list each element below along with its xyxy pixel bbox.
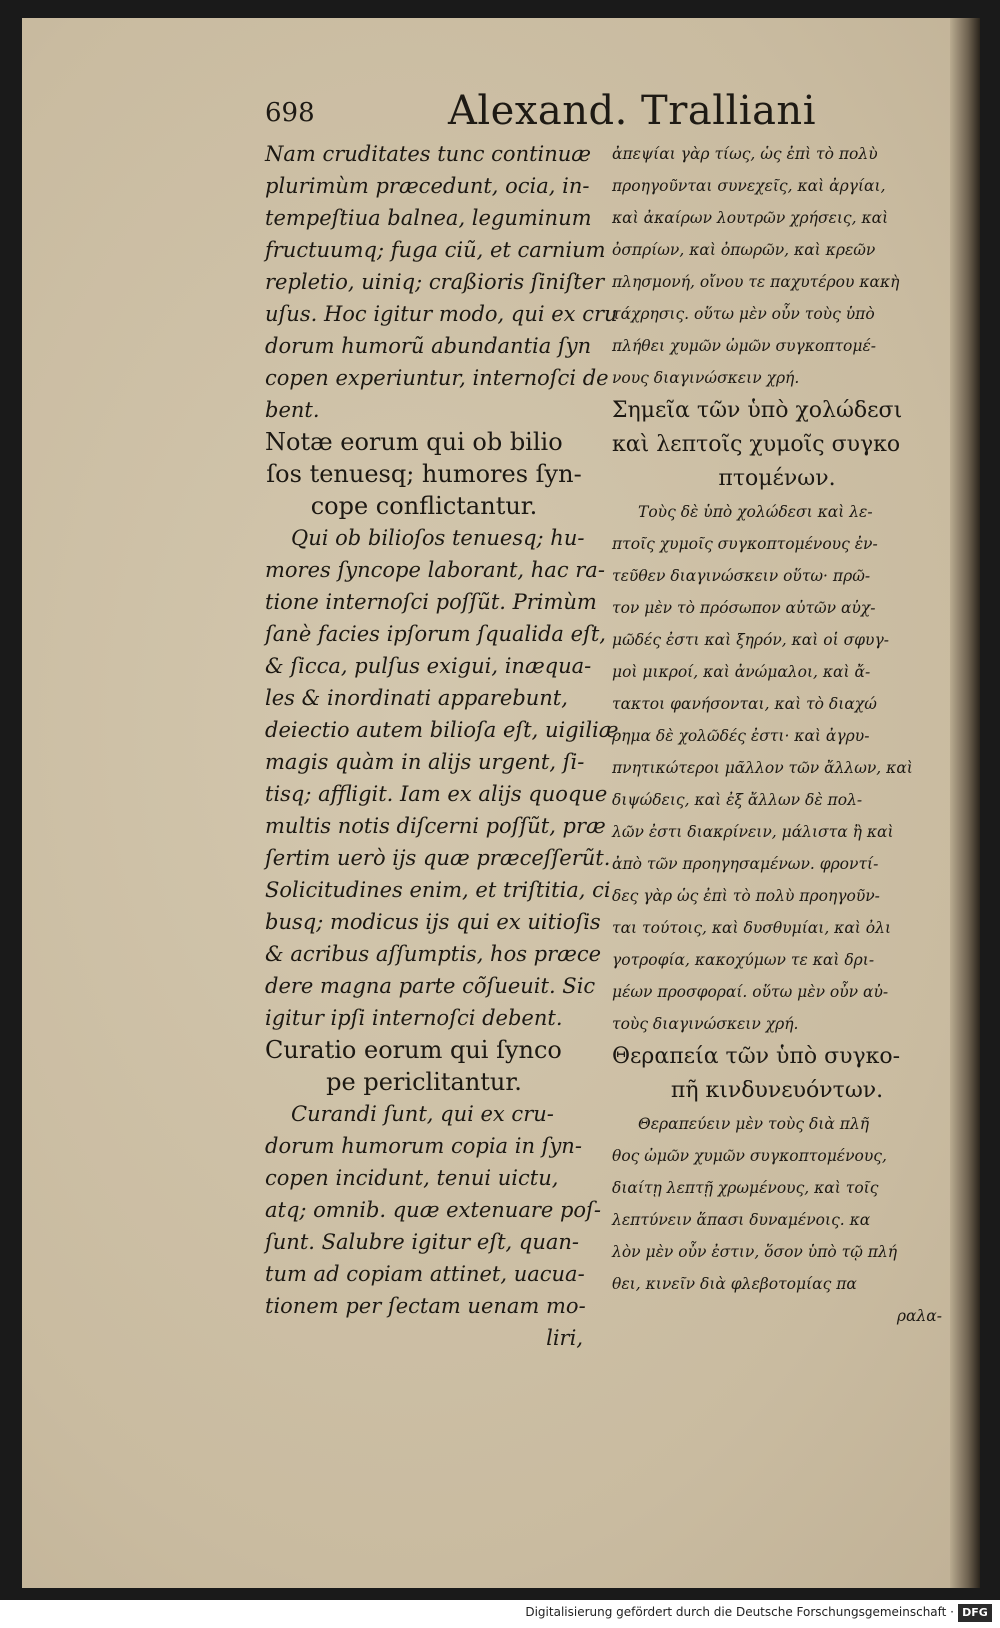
- greek-text-line: τακτοι φανήσονται, καὶ τὸ διαχώ: [612, 695, 877, 713]
- greek-text-line: πτοῖς χυμοῖς συγκοπτομένους ἐν-: [612, 535, 878, 553]
- latin-text-line: ſunt. Salubre igitur eſt, quan-: [265, 1230, 579, 1254]
- latin-text-line: plurimùm præcedunt, ocia, in-: [265, 174, 590, 198]
- section-heading-line: Θεραπεία τῶν ὑπὸ συγκο-: [612, 1044, 901, 1069]
- greek-text-line: ὀσπρίων, καὶ ὀπωρῶν, καὶ κρεῶν: [612, 241, 876, 259]
- latin-text-line: tum ad copiam attinet, uacua-: [265, 1262, 585, 1286]
- latin-text-line: Solicitudines enim, et triſtitia, ci: [265, 878, 611, 902]
- section-heading-line: πτομένων.: [718, 466, 836, 491]
- latin-text-line: liri,: [546, 1326, 583, 1350]
- greek-text-line: πνητικώτεροι μᾶλλον τῶν ἄλλων, καὶ: [612, 759, 913, 777]
- latin-text-line: tionem per ſectam uenam mo-: [265, 1294, 586, 1318]
- greek-text-line: Θεραπεύειν μὲν τοὺς διὰ πλῆ: [638, 1115, 870, 1133]
- latin-text-line: Nam cruditates tunc continuæ: [265, 142, 592, 166]
- greek-text-line: τον μὲν τὸ πρόσωπον αὐτῶν αὐχ-: [612, 599, 876, 617]
- greek-text-line: προηγοῦνται συνεχεῖς, καὶ ἀργίαι,: [612, 177, 886, 195]
- running-title: Alexand. Tralliani: [448, 88, 816, 134]
- latin-text-line: magis quàm in alijs urgent, ſi-: [265, 750, 585, 774]
- section-heading-line: cope conflictantur.: [310, 492, 538, 520]
- greek-text-line: λὸν μὲν οὖν ἐστιν, ὅσον ὑπὸ τῷ πλή: [612, 1243, 898, 1261]
- greek-text-line: νους διαγινώσκειν χρή.: [612, 369, 800, 387]
- greek-text-line: λῶν ἐστι διακρίνειν, μάλιστα ἢ καὶ: [612, 823, 894, 841]
- greek-text-line: πλησμονή, οἴνου τε παχυτέρου κακὴ: [612, 273, 900, 291]
- latin-text-line: ſertim uerò ijs quæ præceſſerũt.: [265, 846, 611, 870]
- dfg-logo: DFG: [958, 1604, 992, 1622]
- greek-text-line: τοὺς διαγινώσκειν χρή.: [612, 1015, 799, 1033]
- greek-text-line: καὶ ἀκαίρων λουτρῶν χρήσεις, καὶ: [612, 209, 889, 227]
- greek-text-line: μοὶ μικροί, καὶ ἀνώμαλοι, καὶ ἄ-: [612, 663, 871, 681]
- greek-text-line: μῶδές ἐστι καὶ ξηρόν, καὶ οἱ σφυγ-: [612, 631, 889, 649]
- latin-text-line: Curandi ſunt, qui ex cru-: [291, 1102, 554, 1126]
- greek-text-line: τεῦθεν διαγινώσκειν οὕτω· πρῶ-: [612, 567, 871, 585]
- latin-text-line: multis notis diſcerni poſſũt, præ: [265, 814, 606, 838]
- latin-text-line: repletio, uiniq; craßioris ſiniſter: [265, 270, 605, 294]
- funding-note: Digitalisierung gefördert durch die Deutsche Forschungsgemeinschaft ·: [525, 1605, 954, 1619]
- section-heading-line: Notæ eorum qui ob bilio: [265, 428, 563, 456]
- section-heading-line: Σημεῖα τῶν ὑπὸ χολώδεσι: [612, 398, 903, 423]
- greek-text-line: πλήθει χυμῶν ὠμῶν συγκοπτομέ-: [612, 337, 877, 355]
- latin-text-line: mores ſyncope laborant, hac ra-: [265, 558, 605, 582]
- latin-text-line: copen experiuntur, internoſci de: [265, 366, 609, 390]
- page-gutter: [950, 18, 980, 1588]
- latin-text-line: uſus. Hoc igitur modo, qui ex cru: [265, 302, 618, 326]
- latin-text-line: Qui ob bilioſos tenuesq; hu-: [291, 526, 585, 550]
- latin-text-line: dere magna parte cõſueuit. Sic: [265, 974, 596, 998]
- latin-text-line: dorum humorũ abundantia ſyn: [265, 334, 592, 358]
- latin-text-line: igitur ipſi internoſci debent.: [265, 1006, 563, 1030]
- latin-text-line: copen incidunt, tenui uictu,: [265, 1166, 559, 1190]
- greek-text-line: τάχρησις. οὕτω μὲν οὖν τοὺς ὑπὸ: [612, 305, 875, 323]
- greek-text-line: θος ὠμῶν χυμῶν συγκοπτομένους,: [612, 1147, 887, 1165]
- page-number: 698: [265, 98, 315, 128]
- greek-text-line: μέων προσφοραί. οὕτω μὲν οὖν αὐ-: [612, 983, 889, 1001]
- greek-column: [612, 138, 942, 1332]
- latin-text-line: ſanè facies ipſorum ſqualida eſt,: [265, 622, 606, 646]
- greek-text-line: ἀπεψίαι γὰρ τίως, ὡς ἐπὶ τὸ πολὺ: [612, 145, 878, 163]
- greek-text-line: γοτροφία, κακοχύμων τε καὶ δρι-: [612, 951, 875, 969]
- latin-text-line: dorum humorum copia in ſyn-: [265, 1134, 582, 1158]
- greek-text-line: διαίτῃ λεπτῇ χρωμένους, καὶ τοῖς: [612, 1179, 879, 1197]
- greek-text-line: λεπτύνειν ἅπασι δυναμένοις. κα: [612, 1211, 871, 1229]
- greek-text-line: ἀπὸ τῶν προηγησαμένων. φροντί-: [612, 855, 879, 873]
- latin-text-line: les & inordinati apparebunt,: [265, 686, 568, 710]
- latin-text-line: deiectio autem bilioſa eſt, uigiliæ: [265, 718, 619, 742]
- section-heading-line: pe periclitantur.: [326, 1068, 522, 1096]
- latin-text-line: & acribus aſſumptis, hos præce: [265, 942, 602, 966]
- footer-bar: [0, 1600, 1000, 1628]
- latin-text-line: bent.: [265, 398, 320, 422]
- latin-text-line: tione internoſci poſſũt. Primùm: [265, 590, 597, 614]
- latin-text-line: & ſicca, pulſus exigui, inæqua-: [265, 654, 592, 678]
- greek-text-line: ται τούτοις, καὶ δυσθυμίαι, καὶ ὀλι: [612, 919, 892, 937]
- greek-text-line: δες γὰρ ὡς ἐπὶ τὸ πολὺ προηγοῦν-: [612, 887, 880, 905]
- section-heading-line: πῆ κινδυνευόντων.: [670, 1078, 884, 1103]
- greek-text-line: διψώδεις, καὶ ἐξ ἄλλων δὲ πολ-: [612, 791, 863, 809]
- greek-text-line: ρημα δὲ χολῶδές ἐστι· καὶ ἀγρυ-: [612, 727, 870, 745]
- greek-text-line: Τοὺς δὲ ὑπὸ χολώδεσι καὶ λε-: [638, 503, 873, 521]
- section-heading-line: Curatio eorum qui ſynco: [265, 1036, 562, 1064]
- section-heading-line: καὶ λεπτοῖς χυμοῖς συγκο: [612, 432, 901, 457]
- greek-text-line: ραλα-: [896, 1307, 942, 1325]
- latin-text-line: atq; omnib. quæ extenuare poſ-: [265, 1198, 601, 1222]
- latin-text-line: tisq; affligit. Iam ex alijs quoque: [265, 782, 608, 806]
- latin-text-line: busq; modicus ijs qui ex uitioſis: [265, 910, 601, 934]
- latin-text-line: fructuumq; fuga ciũ, et carnium: [265, 238, 606, 262]
- latin-column: [265, 138, 619, 1354]
- greek-text-line: θει, κινεῖν διὰ φλεβοτομίας πα: [612, 1275, 857, 1293]
- latin-text-line: tempeſtiua balnea, leguminum: [265, 206, 592, 230]
- section-heading-line: ſos tenuesq; humores ſyn-: [266, 460, 582, 488]
